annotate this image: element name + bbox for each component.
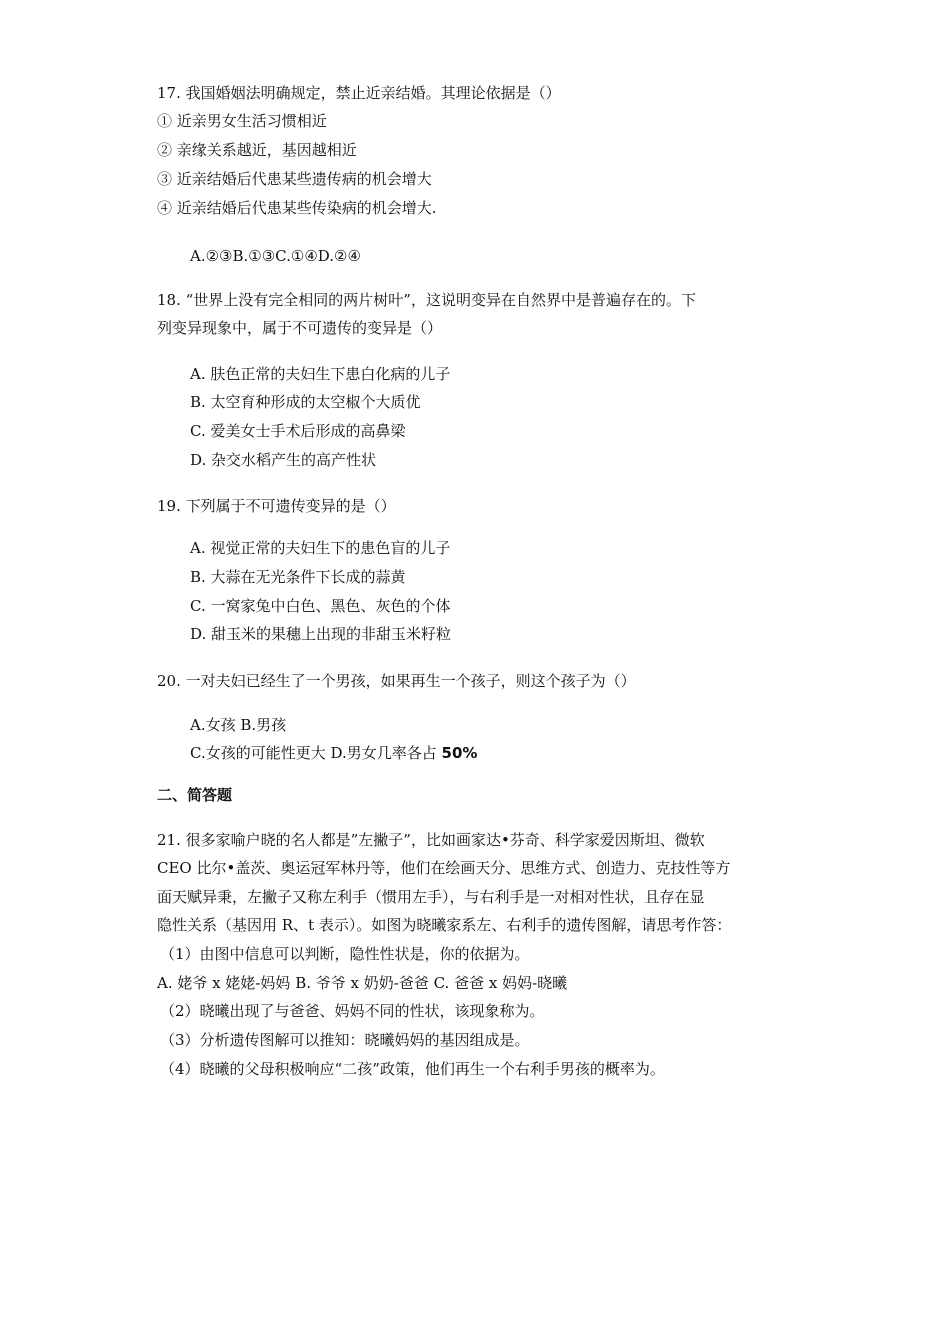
q18-stem-line2: 列变异现象中，属于不可遗传的变异是（）: [157, 319, 443, 337]
q19-option-b: B. 大蒜在无光条件下长成的蒜黄: [190, 568, 406, 586]
q21-para-line4: 隐性关系（基因用 R、t 表示）。如图为晓曦家系左、右利手的遗传图解，请思考作答：: [157, 916, 732, 934]
q20-options-line1: A.女孩 B.男孩: [190, 716, 287, 734]
q20-percent: 50%: [441, 744, 478, 762]
section-heading: 二、简答题: [157, 786, 233, 804]
q18-option-b: B. 太空育种形成的太空椒个大质优: [190, 393, 421, 411]
q21-para-line2: CEO 比尔•盖茨、奥运冠军林丹等，他们在绘画天分、思维方式、创造力、克技性等方: [157, 859, 731, 877]
q17-item-1: ① 近亲男女生活习惯相近: [157, 112, 327, 130]
q20-options-line2: [190, 742, 477, 764]
q17-stem: 17. 我国婚姻法明确规定，禁止近亲结婚。其理论依据是（）: [157, 84, 561, 102]
q19-option-a: A. 视觉正常的夫妇生下的患色盲的儿子: [190, 539, 451, 557]
q17-options: A.②③B.①③C.①④D.②④: [190, 247, 361, 265]
q21-sub4: （4）晓曦的父母积极响应“二孩”政策，他们再生一个右利手男孩的概率为。: [160, 1060, 665, 1078]
q19-option-d: D. 甜玉米的果穗上出现的非甜玉米籽粒: [190, 625, 452, 643]
q21-choices: A. 姥爷 x 姥姥-妈妈 B. 爷爷 x 奶奶-爸爸 C. 爸爸 x 妈妈-晓曦: [157, 974, 568, 992]
q18-option-a: A. 肤色正常的夫妇生下患白化病的儿子: [190, 365, 451, 383]
q19-option-c: C. 一窝家兔中白色、黑色、灰色的个体: [190, 597, 451, 615]
q17-item-2: ② 亲缘关系越近，基因越相近: [157, 141, 357, 159]
q18-stem-line1: 18. “世界上没有完全相同的两片树叶”，这说明变异在自然界中是普遍存在的。下: [157, 291, 696, 309]
q21-sub2: （2）晓曦出现了与爸爸、妈妈不同的性状，该现象称为。: [160, 1002, 545, 1020]
q19-stem: 19. 下列属于不可遗传变异的是（）: [157, 497, 396, 515]
q18-option-c: C. 爱美女士手术后形成的高鼻梁: [190, 422, 406, 440]
q21-sub3: （3）分析遗传图解可以推知：晓曦妈妈的基因组成是。: [160, 1031, 530, 1049]
q20-options-text: C.女孩的可能性更大 D.男女几率各占: [190, 744, 442, 762]
q18-option-d: D. 杂交水稻产生的高产性状: [190, 451, 377, 469]
q17-item-4: ④ 近亲结婚后代患某些传染病的机会增大.: [157, 199, 437, 217]
q20-stem: 20. 一对夫妇已经生了一个男孩，如果再生一个孩子，则这个孩子为（）: [157, 672, 636, 690]
q21-para-line1: 21. 很多家喻户晓的名人都是”左撇子”，比如画家达•芬奇、科学家爱因斯坦、微软: [157, 831, 705, 849]
q21-sub1: （1）由图中信息可以判断，隐性性状是，你的依据为。: [160, 945, 530, 963]
q17-item-3: ③ 近亲结婚后代患某些遗传病的机会增大: [157, 170, 432, 188]
q21-para-line3: 面天赋异秉，左撇子又称左利手（惯用左手），与右利手是一对相对性状，且存在显: [157, 888, 705, 906]
